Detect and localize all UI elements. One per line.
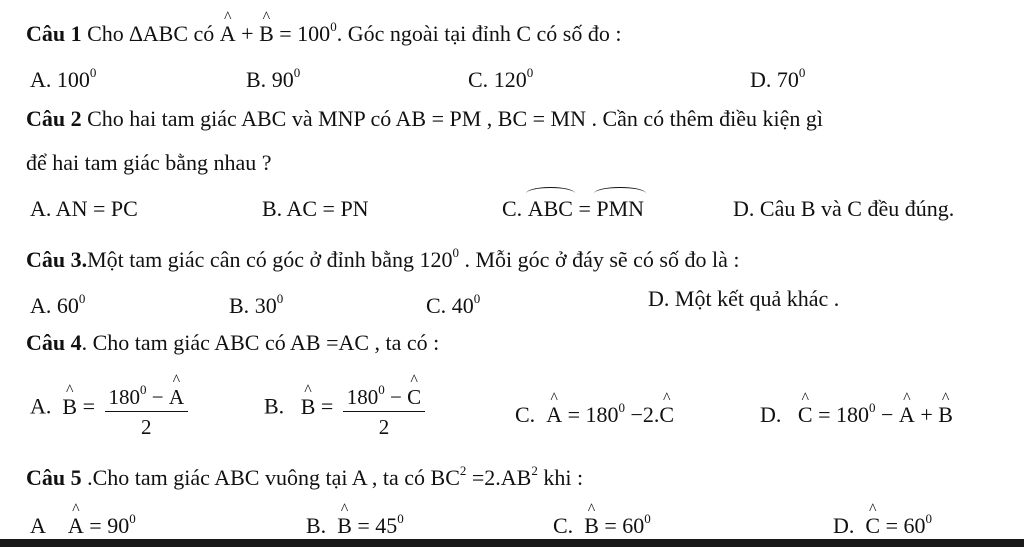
question-2-line-2: để hai tam giác bằng nhau ? bbox=[26, 150, 272, 175]
question-1-label: Câu 1 bbox=[26, 21, 82, 46]
question-1-text-b: . Góc ngoài tại đỉnh C có số đo : bbox=[336, 21, 622, 46]
question-5: Câu 5 .Cho tam giác ABC vuông tại A , ta có $BC^2 =2.AB^2$ khi : bbox=[26, 463, 584, 490]
q2-option-b: B. AC = PN bbox=[262, 196, 369, 221]
question-3: Câu 3.Một tam giác cân có góc ở đỉnh bằng $120^0$ . Mỗi góc ở đáy sẽ có số đo là : bbox=[26, 245, 740, 272]
q3-option-d: D. Một kết quả khác . bbox=[648, 286, 840, 311]
question-3-label: Câu 3. bbox=[26, 247, 88, 272]
q2-option-a: A. AN = PC bbox=[30, 196, 138, 221]
angle-b: ^ B bbox=[259, 21, 274, 47]
arc-abc: ABC bbox=[527, 196, 573, 221]
question-2-label: Câu 2 bbox=[26, 106, 82, 131]
question-4: Câu 4. Cho tam giác ABC có AB =AC , ta có : bbox=[26, 330, 440, 355]
question-2-text: Cho hai tam giác ABC và MNP có AB = PM , BC = MN . Cần có thêm điều kiện gì bbox=[81, 106, 824, 131]
arc-pmn: PMN bbox=[596, 196, 645, 221]
q3-option-a: A. $60^0$ bbox=[30, 291, 86, 318]
q4-option-b: B. ^ B = $\frac{180^0 - \^{} C}{2}$ bbox=[264, 378, 429, 439]
question-5-label: Câu 5 bbox=[26, 465, 82, 490]
q4-option-c: C. ^ $A = 180^0$ −2.^ C bbox=[515, 395, 674, 428]
degree-sup: 0 bbox=[330, 19, 337, 34]
q3-option-c: C. $40^0$ bbox=[426, 291, 481, 318]
q4-option-a: A. ^ B = $\frac{180^0 - \^{} A}{2}$ bbox=[30, 378, 192, 439]
q2-option-c: C. ABC = PMN bbox=[502, 196, 645, 221]
q1-option-c: C. $120^0$ bbox=[468, 65, 534, 92]
q5-option-c: C. ^ $B = 60^0$ bbox=[553, 506, 651, 539]
question-2 bbox=[26, 106, 823, 132]
q5-option-a: A ^ $A = 90^0$ bbox=[30, 506, 136, 539]
q5-option-b: B. ^ $B = 45^0$ bbox=[306, 506, 404, 539]
q1-option-b: B. $90^0$ bbox=[246, 65, 301, 92]
plus: + bbox=[235, 21, 260, 46]
question-1-text-a: Cho ∆ABC có bbox=[81, 21, 220, 46]
q2-option-d: D. Câu B và C đều đúng. bbox=[733, 196, 955, 221]
q3-option-b: B. $30^0$ bbox=[229, 291, 284, 318]
question-4-label: Câu 4 bbox=[26, 330, 82, 355]
question-1 bbox=[26, 14, 621, 47]
q5-option-d: D. ^ $C = 60^0$ bbox=[833, 506, 932, 539]
bottom-edge bbox=[0, 539, 1024, 547]
angle-a: ^ A bbox=[220, 21, 236, 47]
q4-option-d: D. ^ $C = 180^0$ − ^ A + ^ B bbox=[760, 395, 953, 428]
question-1-expr: = 100 bbox=[273, 21, 331, 46]
q1-option-a: A. $100^0$ bbox=[30, 65, 97, 92]
q1-option-d: D. $70^0$ bbox=[750, 65, 806, 92]
